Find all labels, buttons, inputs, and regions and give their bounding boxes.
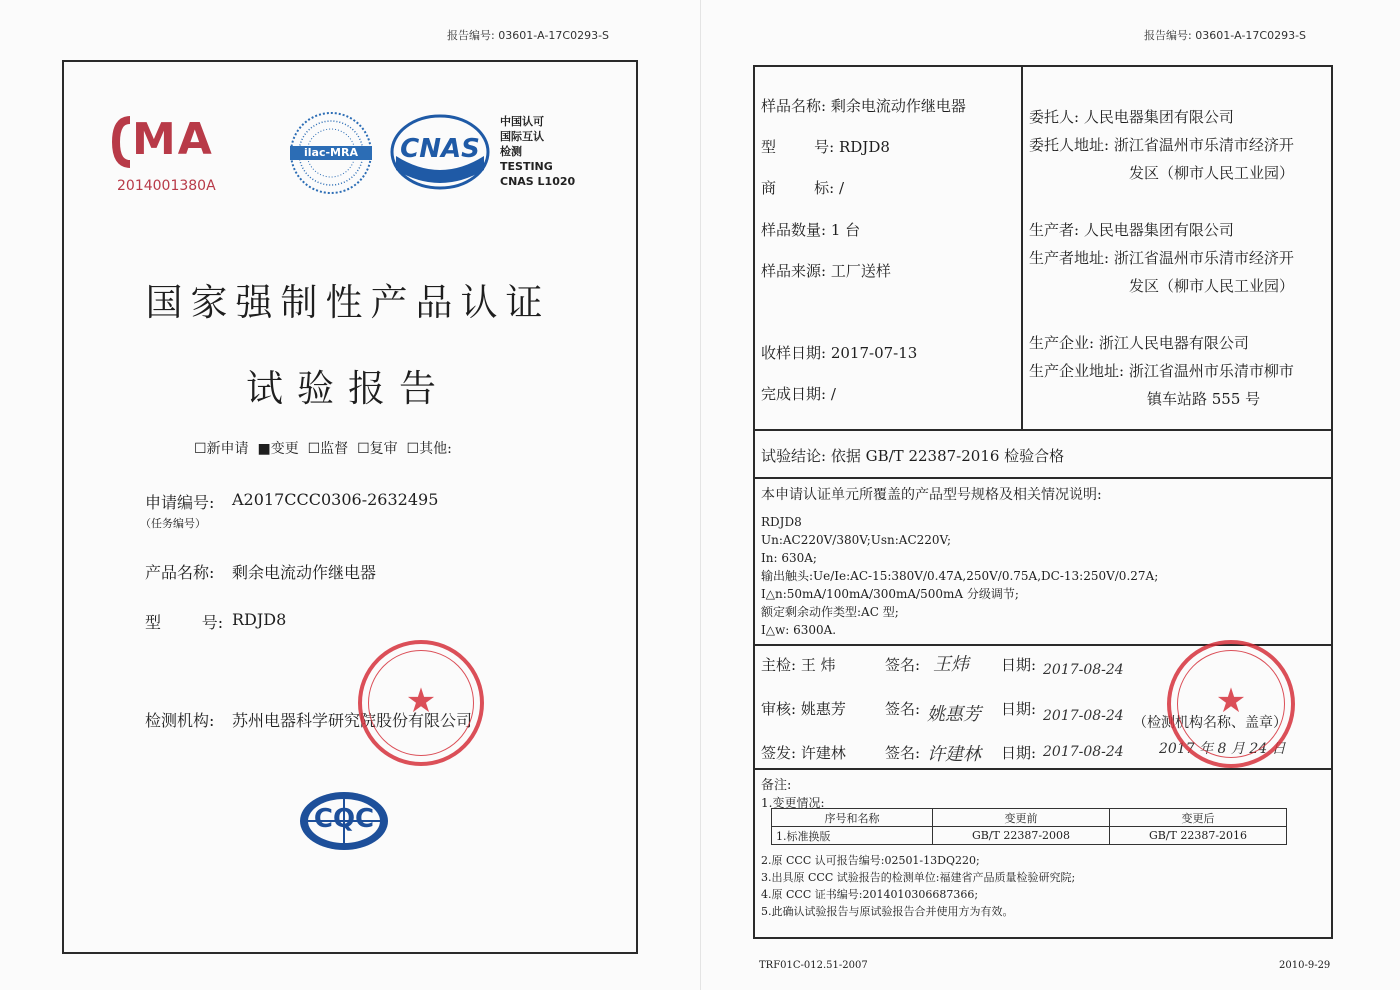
cnas-label-3: 检测	[500, 145, 522, 158]
divider-2	[753, 477, 1331, 479]
sample-source-row: 样品来源: 工厂送样	[761, 262, 891, 280]
producer-addr-row: 生产者地址: 浙江省温州市乐清市经济开	[1029, 249, 1294, 267]
conclusion-label: 试验结论:	[761, 447, 827, 465]
seal-star-icon: ★	[405, 681, 437, 721]
note-item: 3.出具原 CCC 试验报告的检测单位:福建省产品质量检验研究院;	[761, 871, 1076, 884]
spec-line: Un:AC220V/380V;Usn:AC220V;	[761, 533, 952, 547]
table-header-row	[772, 809, 1287, 827]
title-line-1: 国家强制性产品认证	[145, 281, 551, 324]
producer-address-2: 发区（柳市人民工业园）	[1129, 277, 1295, 295]
client-address: 浙江省温州市乐清市经济开	[1113, 136, 1294, 154]
cnas-label-4: TESTING	[500, 160, 553, 173]
report-type-checkboxes	[194, 438, 452, 458]
scope-heading: 本申请认证单元所覆盖的产品型号规格及相关情况说明:	[761, 487, 1102, 503]
change-table-wrap	[771, 808, 1287, 845]
client-address-2: 发区（柳市人民工业园）	[1129, 164, 1295, 182]
cma-text: MA	[132, 114, 214, 165]
cma-code: 2014001380A	[117, 178, 216, 194]
note-item: 2.原 CCC 认可报告编号:02501-13DQ220;	[761, 854, 980, 867]
divider-vertical	[1021, 67, 1023, 429]
table-cell: GB/T 22387-2016	[1110, 827, 1287, 845]
checkbox-icon: ☐	[406, 441, 420, 457]
right-page	[700, 0, 1400, 990]
cma-logo	[108, 112, 228, 172]
sign-label: 签名:	[885, 700, 921, 718]
signer-approver: 签发: 许建林	[761, 744, 846, 762]
lab-label: 检测机构:	[145, 711, 215, 730]
report-number-right: 报告编号: 03601-A-17C0293-S	[1144, 29, 1307, 42]
signer-inspector: 主检: 王 炜	[761, 656, 836, 674]
sample-source: 工厂送样	[830, 262, 891, 280]
checkbox-checked-icon: ■	[257, 441, 271, 457]
spec-list	[761, 513, 1158, 639]
checkbox-icon: ☐	[357, 441, 370, 457]
date-label: 日期:	[1001, 656, 1037, 674]
date-label: 日期:	[1001, 700, 1037, 718]
checkbox-icon: ☐	[307, 441, 321, 457]
sign-date: 2017-08-24	[1043, 708, 1124, 724]
model-value: RDJD8	[232, 610, 287, 629]
sample-qty-row: 样品数量: 1 台	[761, 221, 861, 239]
trademark-row: 商 标: /	[761, 179, 845, 197]
signature: 姚惠芳	[927, 704, 981, 725]
notes-label: 备注:	[761, 778, 792, 793]
cnas-text: CNAS	[400, 134, 480, 164]
title-line-2: 试验报告	[246, 367, 450, 410]
table-header: 变更前	[933, 809, 1110, 827]
sample-qty: 1 台	[830, 221, 861, 239]
table-header: 变更后	[1110, 809, 1287, 827]
spec-line: In: 630A;	[761, 551, 817, 565]
seal-date: 2017 年 8 月 24 日	[1159, 741, 1286, 757]
inspection-seal-right	[1167, 640, 1295, 768]
form-code: TRF01C-012.51-2007	[759, 960, 868, 971]
sign-date: 2017-08-24	[1043, 662, 1124, 678]
application-no-label: 申请编号:	[145, 493, 215, 512]
factory-address: 浙江省温州市乐清市柳市	[1128, 362, 1294, 380]
client: 人民电器集团有限公司	[1083, 108, 1234, 126]
divider-1	[753, 429, 1331, 431]
checkbox-icon: ☐	[194, 441, 207, 457]
signer-reviewer: 审核: 姚惠芳	[761, 700, 846, 718]
cnas-labels	[500, 114, 575, 189]
received-date: 2017-07-13	[830, 344, 918, 362]
spec-line: 输出触头:Ue/Ie:AC-15:380V/0.47A,250V/0.75A,DC-13:250V/0.27A;	[761, 569, 1159, 583]
sample-info	[761, 96, 966, 403]
sign-date: 2017-08-24	[1043, 744, 1124, 760]
signer-name: 王 炜	[800, 656, 836, 674]
table-header: 序号和名称	[772, 809, 933, 827]
client-row: 委托人: 人民电器集团有限公司	[1029, 108, 1234, 126]
report-number-left: 报告编号: 03601-A-17C0293-S	[447, 29, 610, 42]
completed-date: /	[830, 385, 836, 403]
lab-name: 苏州电器科学研究院股份有限公司	[232, 711, 473, 730]
cqc-logo	[298, 790, 390, 852]
factory-row: 生产企业: 浙江人民电器有限公司	[1029, 334, 1249, 352]
note-item: 4.原 CCC 证书编号:2014010306687366;	[761, 888, 979, 901]
cnas-label-5: CNAS L1020	[500, 175, 576, 188]
completed-date-row: 完成日期: /	[761, 385, 836, 403]
table-cell: GB/T 22387-2008	[933, 827, 1110, 845]
signer-name: 许建林	[800, 744, 846, 762]
checkbox-change: ■变更	[257, 441, 299, 457]
sign-label: 签名:	[885, 744, 921, 762]
cnas-label-1: 中国认可	[500, 115, 544, 128]
sample-model: RDJD8	[838, 138, 890, 156]
ilac-mra-logo	[288, 110, 374, 196]
checkbox-supervision: ☐监督	[307, 441, 349, 457]
inspection-seal-left	[358, 640, 484, 766]
factory-address-2: 镇车站路 555 号	[1147, 390, 1261, 408]
cnas-logo	[390, 112, 490, 192]
sign-label: 签名:	[885, 656, 921, 674]
note-item: 5.此确认试验报告与原试验报告合并使用方为有效。	[761, 905, 1014, 918]
conclusion: 依据 GB/T 22387-2016 检验合格	[830, 447, 1065, 465]
cnas-label-2: 国际互认	[500, 130, 544, 143]
application-no: A2017CCC0306-2632495	[232, 490, 439, 509]
checkbox-other: ☐其他:	[406, 441, 452, 457]
client-addr-row: 委托人地址: 浙江省温州市乐清市经济开	[1029, 136, 1294, 154]
signature: 王炜	[933, 654, 969, 675]
model-label: 型 号:	[145, 613, 224, 632]
factory: 浙江人民电器有限公司	[1098, 334, 1249, 352]
date-label: 日期:	[1001, 744, 1037, 762]
spec-line: 额定剩余动作类型:AC 型;	[761, 605, 899, 619]
form-date: 2010-9-29	[1279, 960, 1331, 971]
checkbox-new: ☐新申请	[194, 441, 249, 457]
producer-address: 浙江省温州市乐清市经济开	[1113, 249, 1294, 267]
sample-name: 剩余电流动作继电器	[830, 97, 966, 115]
trademark: /	[838, 179, 845, 197]
ilac-text: ilac-MRA	[304, 146, 358, 159]
spec-line: I△n:50mA/100mA/300mA/500mA 分级调节;	[761, 587, 1019, 601]
notes-list	[761, 852, 1075, 920]
product-name-label: 产品名称:	[145, 563, 215, 582]
producer-row: 生产者: 人民电器集团有限公司	[1029, 221, 1234, 239]
producer: 人民电器集团有限公司	[1083, 221, 1234, 239]
signature: 许建林	[927, 744, 981, 765]
sample-model-row: 型 号: RDJD8	[761, 138, 890, 156]
factory-addr-row: 生产企业地址: 浙江省温州市乐清市柳市	[1029, 362, 1294, 380]
change-table	[771, 808, 1287, 845]
signer-name: 姚惠芳	[800, 700, 846, 718]
spec-line: I△w: 6300A.	[761, 623, 837, 637]
sample-name-row: 样品名称: 剩余电流动作继电器	[761, 97, 966, 115]
cqc-text: CQC	[313, 804, 375, 834]
seal-caption: （检测机构名称、盖章）	[1133, 715, 1287, 731]
product-name: 剩余电流动作继电器	[232, 563, 377, 582]
spec-line: RDJD8	[761, 515, 802, 529]
change-label: 1.变更情况:	[761, 796, 825, 810]
table-cell: 1.标准换版	[772, 827, 933, 845]
table-row	[772, 827, 1287, 845]
divider-4	[753, 768, 1331, 770]
checkbox-review: ☐复审	[357, 441, 398, 457]
seal-star-icon: ★	[1215, 681, 1247, 721]
task-no-label: （任务编号）	[140, 517, 206, 530]
received-date-row: 收样日期: 2017-07-13	[761, 344, 918, 362]
conclusion-row	[761, 445, 1064, 466]
